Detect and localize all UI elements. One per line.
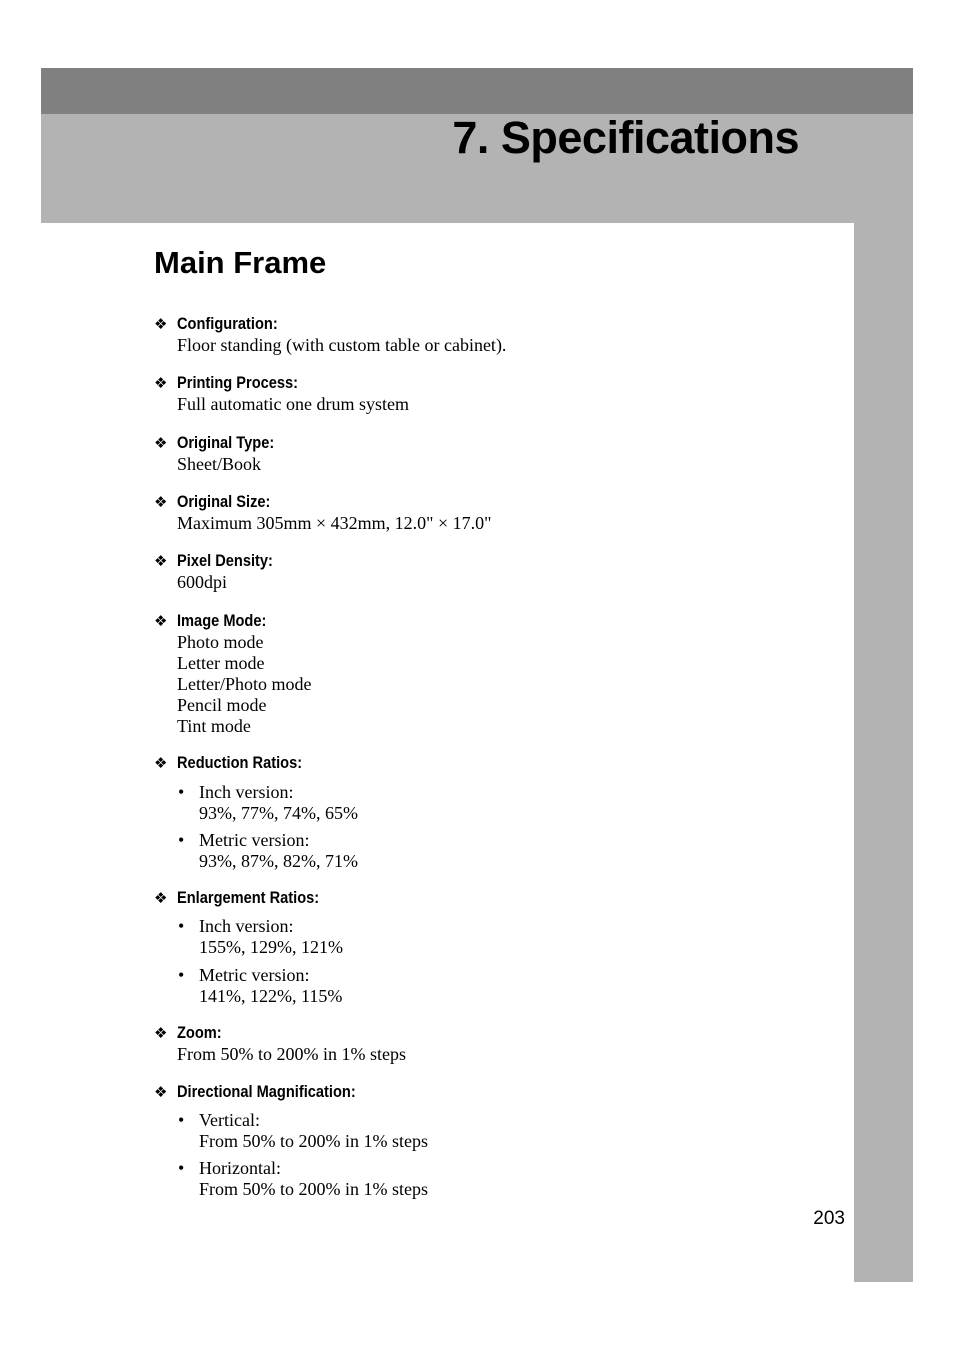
spec-value: Full automatic one drum system	[177, 394, 409, 414]
spec-label: Reduction Ratios:	[177, 753, 303, 772]
list-item-value: 155%, 129%, 121%	[199, 937, 343, 957]
section-title: Main Frame	[154, 245, 327, 280]
spec-label: Original Type:	[177, 433, 275, 452]
list-item	[178, 830, 358, 872]
spec-configuration	[154, 313, 506, 356]
spec-enlargement-ratios	[154, 887, 343, 1007]
bullet-dot-icon: •	[178, 782, 185, 802]
list-item-value: 93%, 87%, 82%, 71%	[199, 851, 358, 871]
spec-label: Zoom:	[177, 1023, 222, 1042]
list-item-title: Vertical:	[199, 1110, 260, 1130]
header-band-dark	[41, 68, 913, 114]
bullet-dot-icon: •	[178, 830, 185, 850]
diamond-bullet-icon: ❖	[154, 1083, 168, 1101]
spec-value: 600dpi	[177, 572, 228, 592]
diamond-bullet-icon: ❖	[154, 493, 168, 511]
spec-value: Tint mode	[177, 716, 251, 736]
spec-label: Image Mode:	[177, 611, 267, 630]
spec-original-size	[154, 491, 492, 534]
diamond-bullet-icon: ❖	[154, 1024, 168, 1042]
diamond-bullet-icon: ❖	[154, 434, 168, 452]
diamond-bullet-icon: ❖	[154, 612, 168, 630]
list-item-title: Metric version:	[199, 830, 310, 850]
list-item-value: From 50% to 200% in 1% steps	[199, 1179, 428, 1199]
bullet-dot-icon: •	[178, 1158, 185, 1178]
list-item	[178, 782, 358, 824]
bullet-dot-icon: •	[178, 965, 185, 985]
spec-label: Pixel Density:	[177, 551, 273, 570]
chapter-title: 7. Specifications	[452, 112, 799, 163]
list-item	[178, 965, 343, 1007]
spec-directional-magnification	[154, 1081, 428, 1200]
list-item	[178, 916, 343, 958]
list-item-title: Horizontal:	[199, 1158, 281, 1178]
spec-value: Floor standing (with custom table or cabinet).	[177, 335, 507, 355]
spec-value: From 50% to 200% in 1% steps	[177, 1044, 406, 1064]
list-item-value: 141%, 122%, 115%	[199, 986, 343, 1006]
diamond-bullet-icon: ❖	[154, 552, 168, 570]
spec-image-mode	[154, 610, 311, 737]
spec-value: Sheet/Book	[177, 454, 261, 474]
list-item	[178, 1158, 428, 1200]
bullet-dot-icon: •	[178, 1110, 185, 1130]
spec-zoom	[154, 1022, 406, 1065]
spec-value: Photo mode	[177, 632, 264, 652]
bullet-dot-icon: •	[178, 916, 185, 936]
list-item-title: Inch version:	[199, 782, 294, 802]
spec-reduction-ratios	[154, 752, 358, 872]
spec-printing-process	[154, 372, 409, 415]
spec-label: Directional Magnification:	[177, 1082, 356, 1101]
list-item-title: Inch version:	[199, 916, 294, 936]
spec-label: Original Size:	[177, 492, 271, 511]
spec-original-type	[154, 432, 290, 475]
page-number: 203	[813, 1208, 845, 1229]
diamond-bullet-icon: ❖	[154, 889, 168, 907]
spec-pixel-density	[154, 550, 289, 593]
side-tab	[854, 223, 913, 1282]
list-item-title: Metric version:	[199, 965, 310, 985]
diamond-bullet-icon: ❖	[154, 315, 168, 333]
spec-label: Configuration:	[177, 314, 278, 333]
spec-label: Printing Process:	[177, 373, 299, 392]
list-item-value: From 50% to 200% in 1% steps	[199, 1131, 428, 1151]
spec-value: Pencil mode	[177, 695, 267, 715]
diamond-bullet-icon: ❖	[154, 754, 168, 772]
list-item	[178, 1110, 428, 1152]
spec-value: Letter mode	[177, 653, 265, 673]
spec-value: Letter/Photo mode	[177, 674, 312, 694]
spec-value: Maximum 305mm × 432mm, 12.0" × 17.0"	[177, 513, 492, 533]
diamond-bullet-icon: ❖	[154, 374, 168, 392]
spec-label: Enlargement Ratios:	[177, 888, 320, 907]
list-item-value: 93%, 77%, 74%, 65%	[199, 803, 358, 823]
